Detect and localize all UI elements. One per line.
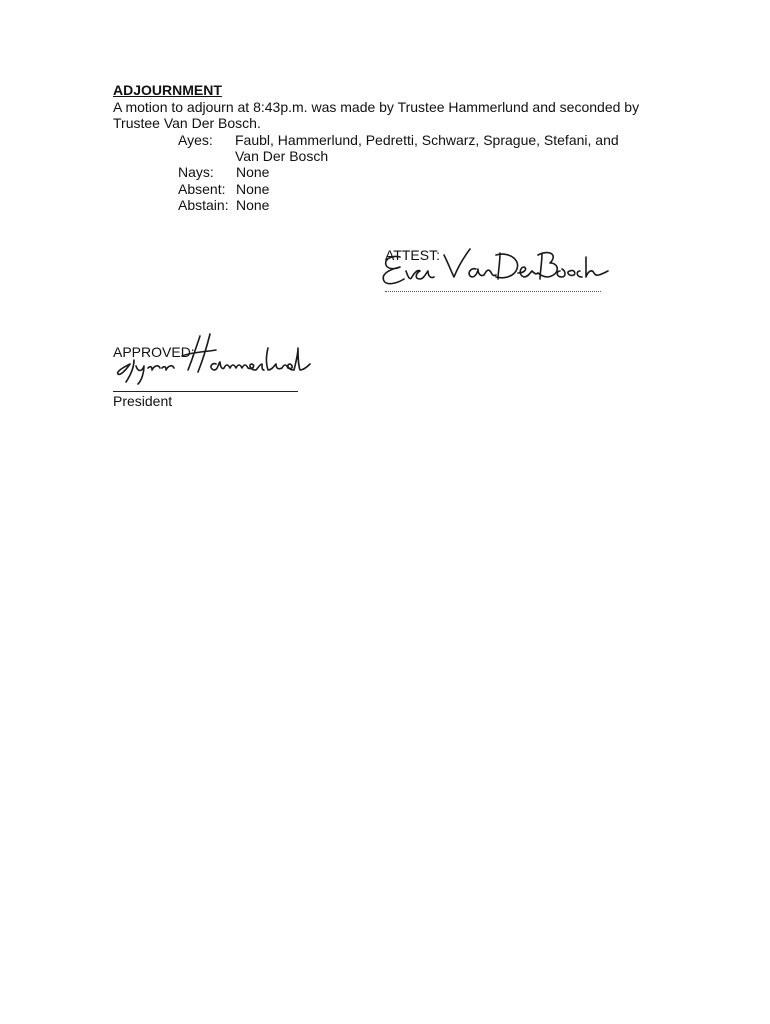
- motion-text-line-1: A motion to adjourn at 8:43p.m. was made by Trustee Hammerlund and seconded by: [113, 99, 640, 115]
- approved-signature: [112, 330, 312, 386]
- absent-label: Absent:: [178, 181, 226, 197]
- nays-label: Nays:: [178, 164, 214, 180]
- attest-signature-line: [385, 291, 601, 292]
- ayes-label: Ayes:: [178, 132, 213, 148]
- approved-signature-line: [113, 391, 298, 392]
- nays-value: None: [236, 164, 270, 180]
- abstain-value: None: [236, 197, 270, 213]
- attest-signature: [378, 243, 618, 288]
- ayes-value-line-1: Faubl, Hammerlund, Pedretti, Schwarz, Sprague, Stefani, and: [235, 132, 619, 148]
- attest-label: ATTEST:: [385, 247, 440, 263]
- president-title: President: [113, 393, 173, 409]
- ayes-value-line-2: Van Der Bosch: [235, 148, 329, 164]
- motion-text-line-2: Trustee Van Der Bosch.: [113, 115, 261, 131]
- approved-label: APPROVED:: [113, 344, 195, 360]
- section-heading: ADJOURNMENT: [113, 82, 222, 98]
- absent-value: None: [236, 181, 270, 197]
- abstain-label: Abstain:: [178, 197, 229, 213]
